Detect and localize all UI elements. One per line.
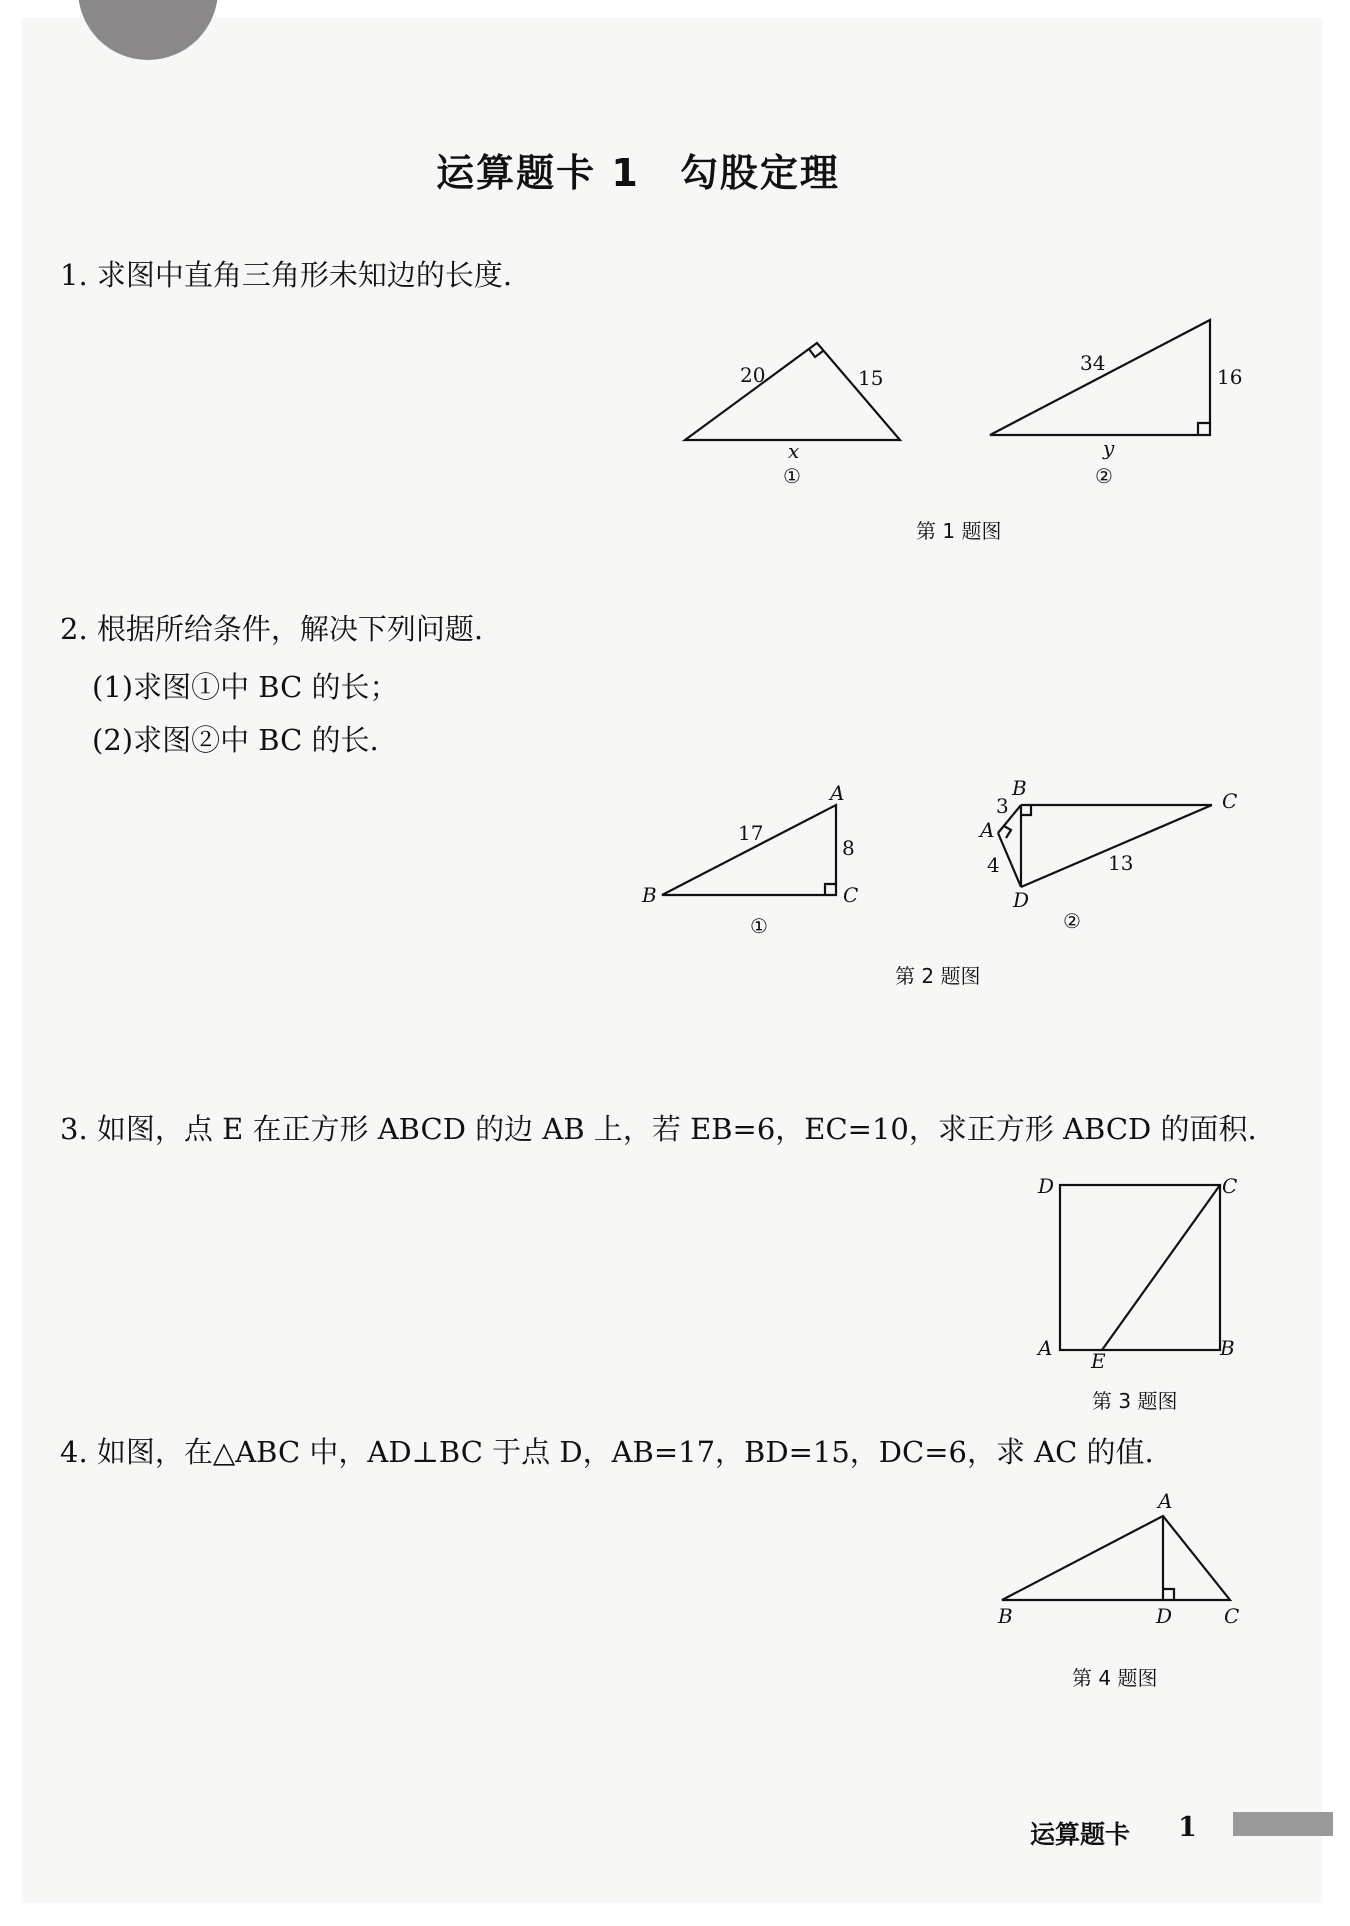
vertex-B-label: B <box>642 883 657 907</box>
side-AB-17: 17 <box>738 821 764 845</box>
right-angle-mark <box>825 884 836 895</box>
triangle-1-side-20: 20 <box>740 363 766 387</box>
footer-label: 运算题卡 <box>1030 1820 1131 1849</box>
vertex-A-label: A <box>980 818 995 842</box>
side-AB-3: 3 <box>996 794 1009 818</box>
square-ABCD-shape <box>1060 1185 1220 1350</box>
side-CD-13: 13 <box>1108 851 1134 875</box>
triangle-2-unknown-y: y <box>1103 436 1115 460</box>
triangle-2-side-34: 34 <box>1080 351 1106 375</box>
vertex-B-label: B <box>1012 776 1027 800</box>
right-angle-mark <box>1163 1589 1174 1600</box>
vertex-D-label: D <box>1038 1174 1055 1198</box>
figure-4-triangle <box>990 1490 1250 1630</box>
right-angle-mark <box>809 349 823 357</box>
figure-2-quadrilateral <box>960 775 1250 940</box>
figure-1-triangle-2 <box>985 315 1245 490</box>
triangle-2-side-16: 16 <box>1217 365 1243 389</box>
figure-2-triangle-1 <box>640 780 870 940</box>
triangle-ABC-shape <box>1002 1516 1230 1600</box>
vertex-C-label: C <box>1222 1174 1238 1198</box>
question-1-text: 1. 求图中直角三角形未知边的长度. <box>60 258 513 292</box>
figure-index: ② <box>1063 909 1081 933</box>
footer-tab-bar <box>1233 1812 1333 1836</box>
question-2-text: 2. 根据所给条件，解决下列问题. <box>60 612 484 646</box>
figure-1-caption: 第 1 题图 <box>916 519 1002 543</box>
triangle-abc-shape <box>662 805 836 895</box>
vertex-A-label: A <box>1038 1336 1053 1360</box>
triangle-1-index: ① <box>783 464 801 488</box>
triangle-1-unknown-x: x <box>788 439 800 463</box>
point-D-label: D <box>1156 1604 1173 1628</box>
vertex-A-label: A <box>830 781 845 805</box>
vertex-B-label: B <box>1220 1336 1235 1360</box>
vertex-A-label: A <box>1158 1489 1173 1513</box>
figure-2-caption: 第 2 题图 <box>895 964 981 988</box>
point-E-label: E <box>1091 1349 1106 1373</box>
triangle-2-index: ② <box>1095 464 1113 488</box>
figure-3-caption: 第 3 题图 <box>1092 1389 1178 1413</box>
figure-4-caption: 第 4 题图 <box>1072 1666 1158 1690</box>
right-angle-mark-A <box>1004 826 1011 838</box>
right-angle-mark <box>1198 423 1210 435</box>
vertex-B-label: B <box>998 1604 1013 1628</box>
vertex-D-label: D <box>1013 888 1030 912</box>
page-number: 1 <box>1178 1812 1197 1843</box>
vertex-C-label: C <box>1224 1604 1240 1628</box>
figure-3-square <box>1030 1165 1260 1373</box>
segment-AD <box>998 833 1021 887</box>
vertex-C-label: C <box>1222 789 1238 813</box>
segment-EC <box>1102 1185 1220 1350</box>
side-AD-4: 4 <box>987 853 1000 877</box>
side-AC-8: 8 <box>842 836 855 860</box>
question-3-text: 3. 如图，点 E 在正方形 ABCD 的边 AB 上，若 EB=6，EC=10，求正方形 ABCD 的面积. <box>60 1112 1257 1146</box>
triangle-1-shape <box>685 343 900 440</box>
triangle-index: ① <box>750 914 768 938</box>
question-2-part-2: (2)求图②中 BC 的长. <box>92 723 379 757</box>
vertex-C-label: C <box>843 883 859 907</box>
question-4-text: 4. 如图，在△ABC 中，AD⊥BC 于点 D，AB=17，BD=15，DC=6，求 AC 的值. <box>60 1435 1154 1469</box>
figure-1-triangle-1 <box>680 330 920 490</box>
question-2-part-1: (1)求图①中 BC 的长； <box>92 670 399 704</box>
triangle-2-shape <box>990 320 1210 435</box>
triangle-1-side-15: 15 <box>858 366 884 390</box>
page-title: 运算题卡 1 勾股定理 <box>436 151 840 195</box>
right-angle-mark-B <box>1021 805 1031 815</box>
